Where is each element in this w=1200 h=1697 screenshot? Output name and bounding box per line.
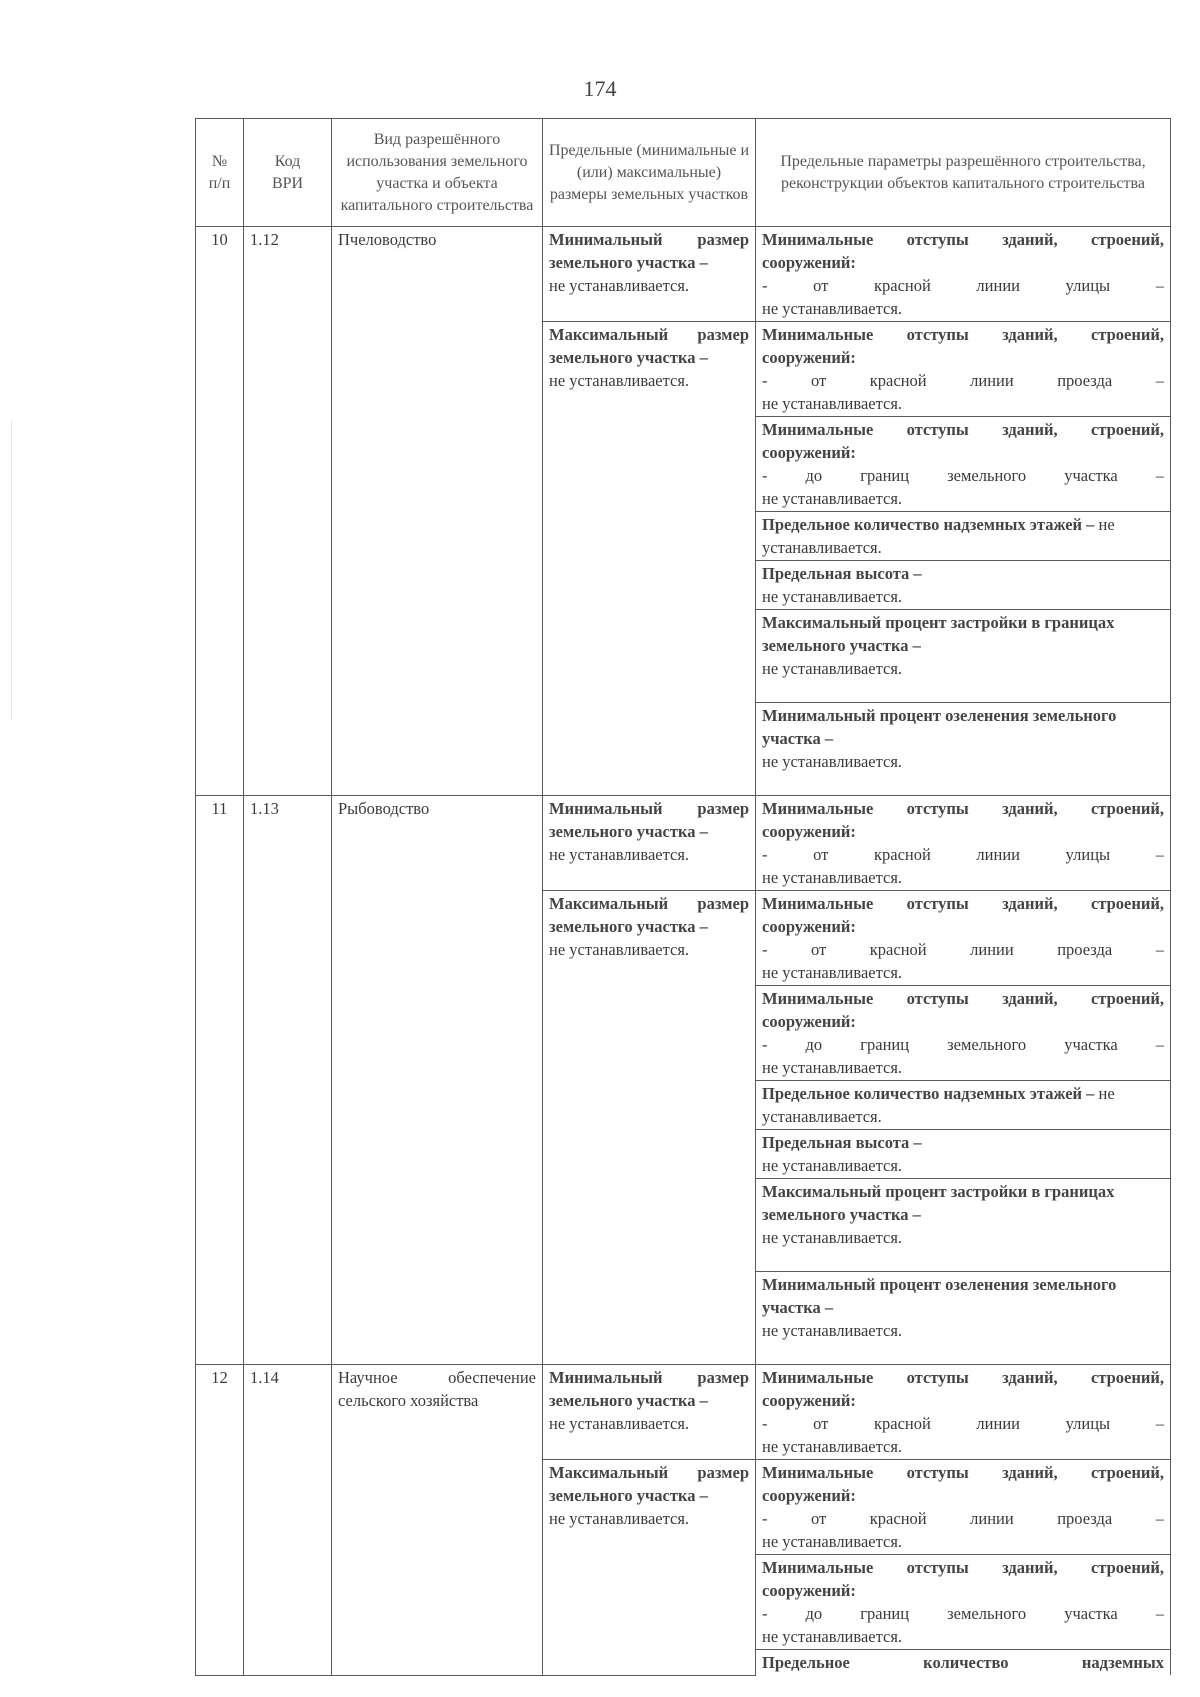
- setback-passage: - от красной линии проезда –: [762, 1509, 1164, 1528]
- param-cell: [756, 512, 1171, 561]
- row-name: Научное обеспечение сельского хозяйства: [332, 1365, 543, 1676]
- not-set-text: не устанавливается.: [762, 1437, 903, 1456]
- min-size-head: Минимальный размер земельного участка –: [549, 1368, 749, 1410]
- setback-street: - от красной линии улицы –: [762, 845, 1164, 864]
- not-set-text: не устанавливается.: [549, 276, 690, 295]
- table-row: [196, 227, 1171, 322]
- param-cell: [756, 1130, 1171, 1179]
- coverage-head: Максимальный процент застройки в границах земельного участка –: [762, 1182, 1115, 1224]
- param-cell: [756, 986, 1171, 1081]
- row-num: 12: [196, 1365, 244, 1676]
- height-head: Предельная высота –: [762, 564, 922, 583]
- header-num: № п/п: [196, 119, 244, 227]
- header-kind: Вид разрешённого использования земельного участка и объекта капитального строительства: [332, 119, 543, 227]
- setback-border: - до границ земельного участка –: [762, 466, 1164, 485]
- setback-head: Минимальные отступы зданий, строений, сооружений:: [762, 1558, 1164, 1600]
- setback-border: - до границ земельного участка –: [762, 1604, 1164, 1623]
- floors-cut: Предельное количество надземных: [762, 1653, 1164, 1672]
- setback-head: Минимальные отступы зданий, строений, сооружений:: [762, 325, 1164, 367]
- max-size-cell: [543, 891, 756, 1365]
- not-set-text: не устанавливается.: [762, 489, 903, 508]
- min-size-cell: [543, 1365, 756, 1460]
- param-cell: [756, 1365, 1171, 1460]
- setback-head: Минимальные отступы зданий, строений, сооружений:: [762, 989, 1164, 1031]
- header-code: Код ВРИ: [244, 119, 332, 227]
- row-num: 11: [196, 796, 244, 1365]
- not-set-text: не устанавливается.: [762, 1532, 903, 1551]
- min-size-cell: [543, 796, 756, 891]
- min-size-cell: [543, 227, 756, 322]
- floors-head: Предельное количество надземных этажей –: [762, 1084, 1095, 1103]
- max-size-cell: [543, 1460, 756, 1676]
- param-cell: [756, 703, 1171, 796]
- param-cell: [756, 1650, 1171, 1676]
- floors-tail: не устанавливается.: [762, 515, 1115, 557]
- not-set-text: не устанавливается.: [549, 1509, 690, 1528]
- not-set-text: не устанавливается.: [762, 963, 903, 982]
- param-cell: [756, 1460, 1171, 1555]
- max-size-head: Максимальный размер земельного участка –: [549, 894, 749, 936]
- param-cell: [756, 1272, 1171, 1365]
- max-size-head: Максимальный размер земельного участка –: [549, 325, 749, 367]
- green-head: Минимальный процент озеленения земельного участка –: [762, 706, 1117, 748]
- not-set-text: не устанавливается.: [762, 1058, 903, 1077]
- param-cell: [756, 561, 1171, 610]
- not-set-text: не устанавливается.: [762, 1228, 903, 1247]
- not-set-text: не устанавливается.: [762, 394, 903, 413]
- not-set-text: не устанавливается.: [762, 299, 903, 318]
- setback-head: Минимальные отступы зданий, строений, сооружений:: [762, 1368, 1164, 1410]
- param-cell: [756, 322, 1171, 417]
- not-set-text: не устанавливается.: [762, 1156, 903, 1175]
- param-cell: [756, 1081, 1171, 1130]
- header-size: Предельные (минимальные и (или) максимальные) размеры земельных участков: [543, 119, 756, 227]
- param-cell: [756, 610, 1171, 703]
- not-set-text: не устанавливается.: [762, 659, 903, 678]
- not-set-text: не устанавливается.: [549, 1414, 690, 1433]
- header-params: Предельные параметры разрешённого строительства, реконструкции объектов капитального строительства: [756, 119, 1171, 227]
- param-cell: [756, 1179, 1171, 1272]
- not-set-text: не устанавливается.: [762, 868, 903, 887]
- page-number: 174: [583, 76, 617, 101]
- row-code: 1.12: [244, 227, 332, 796]
- param-cell: [756, 227, 1171, 322]
- not-set-text: не устанавливается.: [549, 371, 690, 390]
- height-head: Предельная высота –: [762, 1133, 922, 1152]
- table-header-row: [196, 119, 1171, 227]
- not-set-text: не устанавливается.: [762, 1627, 903, 1646]
- row-name: Пчеловодство: [332, 227, 543, 796]
- row-code: 1.14: [244, 1365, 332, 1676]
- not-set-text: не устанавливается.: [762, 587, 903, 606]
- max-size-head: Максимальный размер земельного участка –: [549, 1463, 749, 1505]
- param-cell: [756, 417, 1171, 512]
- not-set-text: не устанавливается.: [549, 940, 690, 959]
- min-size-head: Минимальный размер земельного участка –: [549, 230, 749, 272]
- not-set-text: не устанавливается.: [549, 845, 690, 864]
- setback-head: Минимальные отступы зданий, строений, сооружений:: [762, 894, 1164, 936]
- coverage-head: Максимальный процент застройки в границах земельного участка –: [762, 613, 1115, 655]
- row-name: Рыбоводство: [332, 796, 543, 1365]
- table-row: [196, 1365, 1171, 1460]
- setback-border: - до границ земельного участка –: [762, 1035, 1164, 1054]
- param-cell: [756, 891, 1171, 986]
- regulations-table: [195, 118, 1171, 1676]
- row-code: 1.13: [244, 796, 332, 1365]
- setback-head: Минимальные отступы зданий, строений, сооружений:: [762, 420, 1164, 462]
- setback-head: Минимальные отступы зданий, строений, сооружений:: [762, 230, 1164, 272]
- setback-head: Минимальные отступы зданий, строений, сооружений:: [762, 799, 1164, 841]
- min-size-head: Минимальный размер земельного участка –: [549, 799, 749, 841]
- setback-passage: - от красной линии проезда –: [762, 371, 1164, 390]
- setback-passage: - от красной линии проезда –: [762, 940, 1164, 959]
- setback-head: Минимальные отступы зданий, строений, сооружений:: [762, 1463, 1164, 1505]
- param-cell: [756, 796, 1171, 891]
- table-row: [196, 796, 1171, 891]
- floors-head: Предельное количество надземных этажей –: [762, 515, 1095, 534]
- floors-tail: не устанавливается.: [762, 1084, 1115, 1126]
- not-set-text: не устанавливается.: [762, 752, 903, 771]
- setback-street: - от красной линии улицы –: [762, 276, 1164, 295]
- param-cell: [756, 1555, 1171, 1650]
- row-num: 10: [196, 227, 244, 796]
- not-set-text: не устанавливается.: [762, 1321, 903, 1340]
- setback-street: - от красной линии улицы –: [762, 1414, 1164, 1433]
- scan-edge-artifact: [11, 420, 12, 720]
- max-size-cell: [543, 322, 756, 796]
- green-head: Минимальный процент озеленения земельного участка –: [762, 1275, 1117, 1317]
